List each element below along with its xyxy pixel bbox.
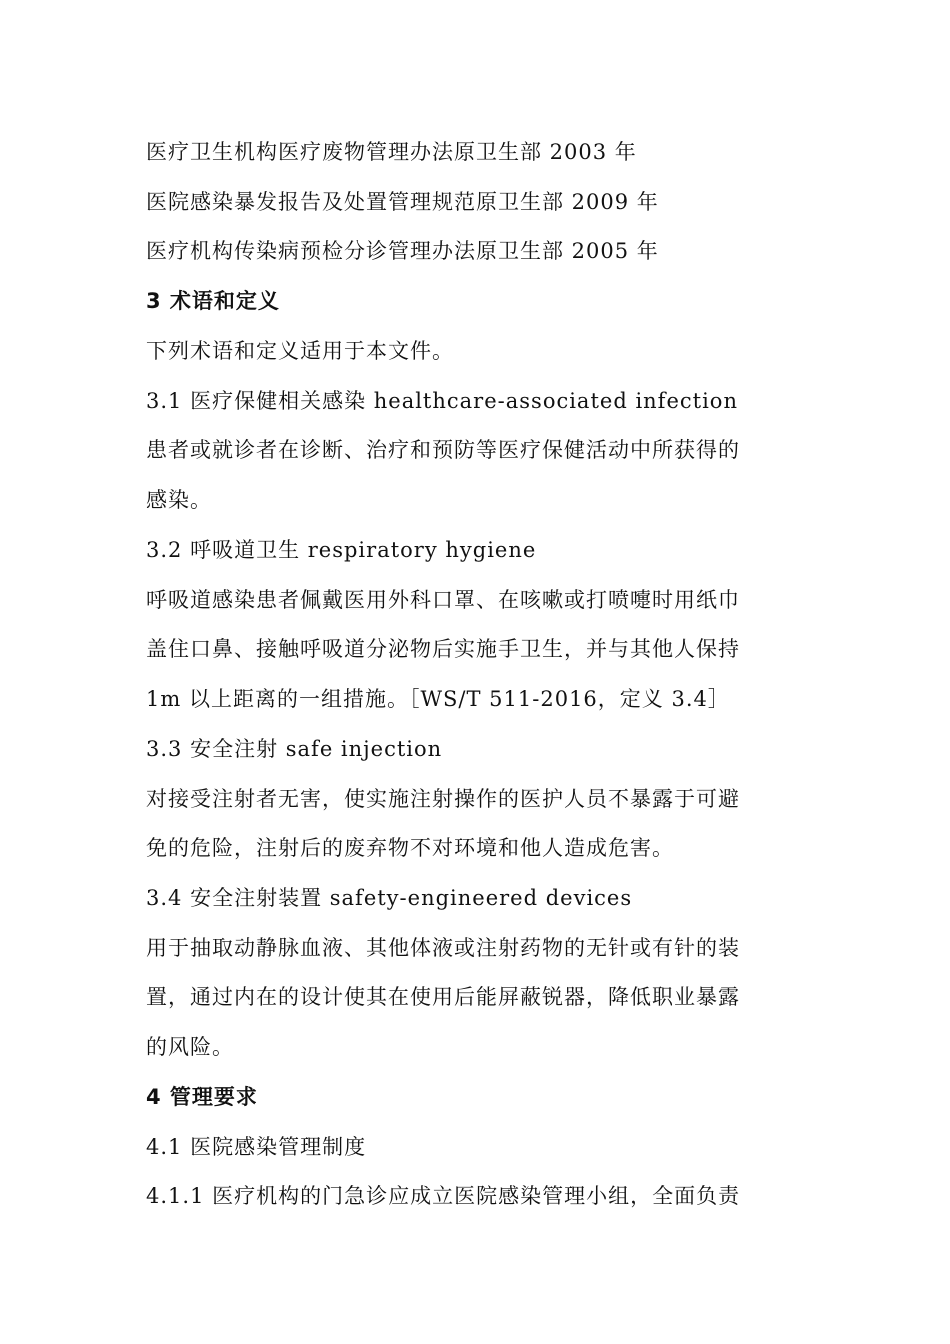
term-definition-line: 盖住口鼻、接触呼吸道分泌物后实施手卫生，并与其他人保持 (146, 637, 740, 661)
term-title: 3.2 呼吸道卫生 respiratory hygiene (146, 538, 537, 562)
section-heading-terms: 3 术语和定义 (146, 289, 280, 313)
term-definition-line: 用于抽取动静脉血液、其他体液或注射药物的无针或有针的装 (146, 936, 740, 960)
reference-line: 医疗机构传染病预检分诊管理办法原卫生部 2005 年 (146, 239, 659, 263)
clause-line: 4.1.1 医疗机构的门急诊应成立医院感染管理小组，全面负责 (146, 1184, 741, 1208)
reference-line: 医疗卫生机构医疗废物管理办法原卫生部 2003 年 (146, 140, 637, 164)
term-definition-line: 置，通过内在的设计使其在使用后能屏蔽锐器，降低职业暴露 (146, 985, 740, 1009)
term-definition-line: 感染。 (146, 488, 212, 512)
reference-line: 医院感染暴发报告及处置管理规范原卫生部 2009 年 (146, 190, 659, 214)
term-definition-line: 患者或就诊者在诊断、治疗和预防等医疗保健活动中所获得的 (146, 438, 740, 462)
term-title: 3.1 医疗保健相关感染 healthcare-associated infection (146, 389, 738, 413)
term-title: 3.3 安全注射 safe injection (146, 737, 443, 761)
term-definition-line: 呼吸道感染患者佩戴医用外科口罩、在咳嗽或打喷嚏时用纸巾 (146, 588, 740, 612)
section-heading-requirements: 4 管理要求 (146, 1085, 258, 1109)
term-definition-line: 对接受注射者无害，使实施注射操作的医护人员不暴露于可避 (146, 787, 740, 811)
term-title: 3.4 安全注射装置 safety-engineered devices (146, 886, 633, 910)
term-definition-line: 的风险。 (146, 1035, 234, 1059)
section-intro: 下列术语和定义适用于本文件。 (146, 339, 454, 363)
term-definition-line: 免的危险，注射后的废弃物不对环境和他人造成危害。 (146, 836, 674, 860)
subsection-heading: 4.1 医院感染管理制度 (146, 1135, 367, 1159)
term-definition-line: 1m 以上距离的一组措施。［WS/T 511-2016，定义 3.4］ (146, 687, 730, 711)
